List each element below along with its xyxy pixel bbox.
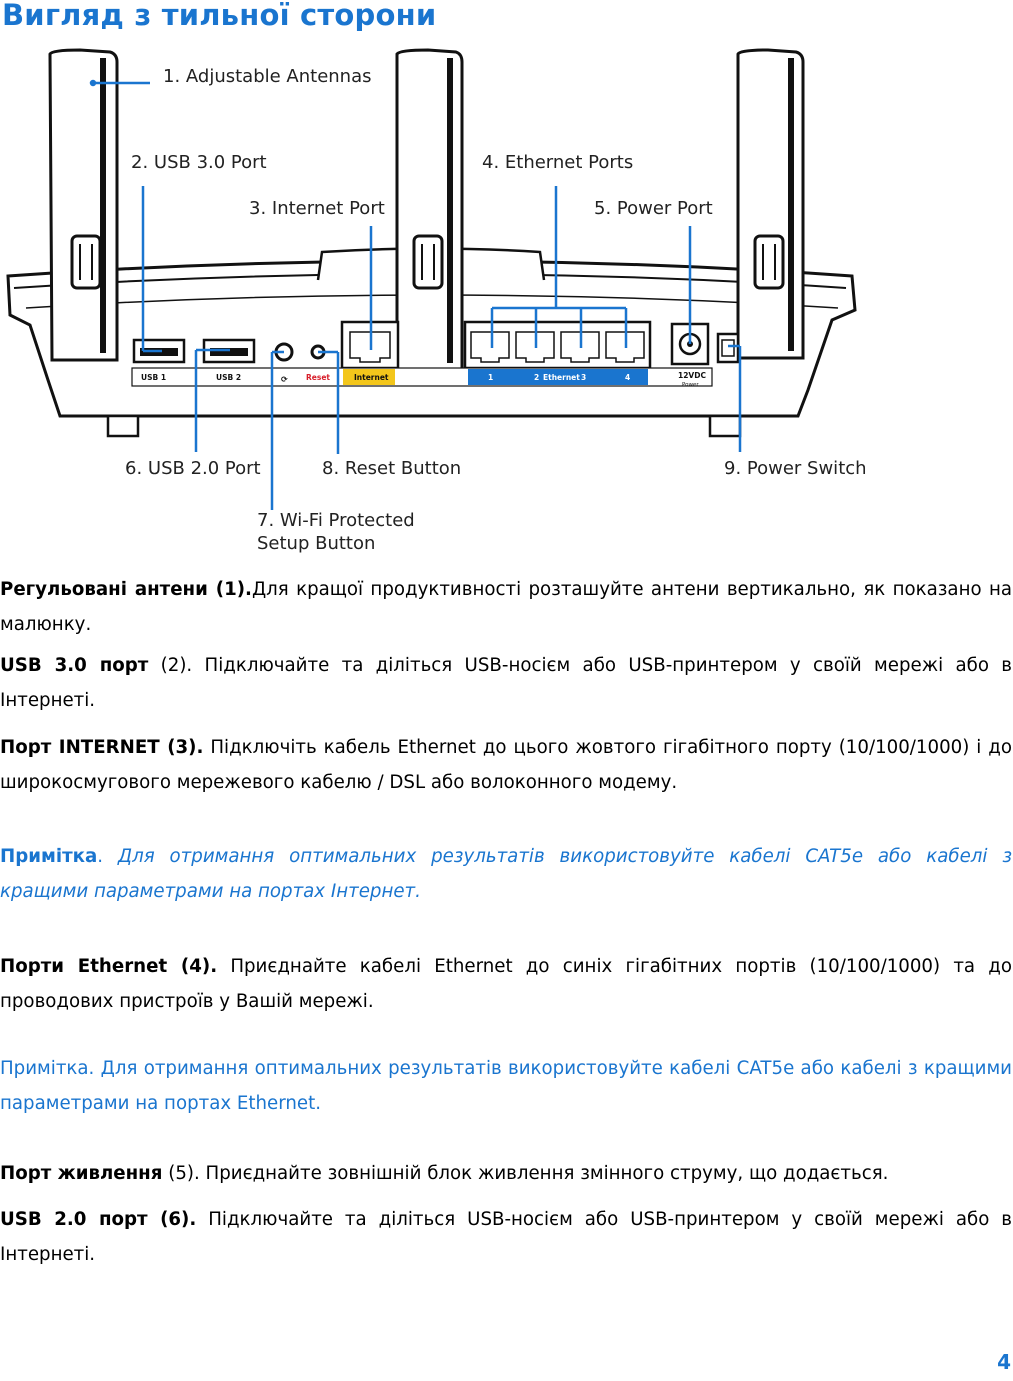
eth3-label: 3	[581, 373, 587, 382]
heading-antennas: Регульовані антени (1).	[0, 579, 252, 600]
paragraph-usb3	[0, 648, 1012, 718]
note-internet-text: Для отримання оптимальних результатів використовуйте кабелі CAT5e або кабелі з кращими параметрами на портах Інтернет.	[0, 846, 1012, 902]
callout-usb2-port: 6. USB 2.0 Port	[125, 458, 261, 479]
text-usb2: Підключайте та діліться USB-носієм або USB-принтером у своїй мережі або в Інтернеті.	[0, 1209, 1013, 1265]
usb1-label: USB 1	[141, 373, 167, 382]
reset-label: Reset	[306, 373, 330, 382]
note-label: Примітка	[0, 846, 98, 867]
text-usb3: (2). Підключайте та діліться USB-носієм або USB-принтером у своїй мережі або в Інтернеті.	[0, 655, 1013, 711]
power-switch	[718, 334, 738, 362]
heading-power: Порт живлення	[0, 1163, 163, 1184]
dc-label: 12VDC	[678, 371, 706, 380]
text-internet: Підключіть кабель Ethernet до цього жовтого гігабітного порту (10/100/1000) і до широкосмугового мережевого кабелю / DSL або волоконного модему.	[0, 737, 1012, 793]
paragraph-ethernet	[0, 949, 1012, 1019]
heading-ethernet: Порти Ethernet (4).	[0, 956, 218, 977]
text-power: (5). Приєднайте зовнішній блок живлення змінного струму, що додається.	[162, 1163, 889, 1184]
power-label: Power	[682, 382, 699, 388]
page-number: 4	[997, 1350, 1011, 1374]
note-sep: .	[97, 846, 118, 867]
antenna-left	[50, 50, 117, 360]
antenna-right	[738, 50, 803, 358]
port-label-strip	[132, 368, 712, 388]
internet-label: Internet	[354, 373, 389, 382]
note-internet	[0, 839, 1012, 909]
eth4-label: 4	[625, 373, 631, 382]
text-ethernet: Приєднайте кабелі Ethernet до синіх гігабітних портів (10/100/1000) та до проводових пристроїв у Вашій мережі.	[0, 956, 1012, 1012]
paragraph-usb2	[0, 1202, 1012, 1272]
heading-internet: Порт INTERNET (3).	[0, 737, 204, 758]
antenna-middle	[397, 50, 462, 370]
eth2-label: 2	[534, 373, 540, 382]
heading-usb3: USB 3.0 порт	[0, 655, 149, 676]
callout-wps-button-line2: Setup Button	[257, 533, 376, 554]
page-title: Вигляд з тильної сторони	[2, 0, 437, 32]
paragraph-power	[0, 1156, 1012, 1191]
paragraph-antennas	[0, 572, 1012, 642]
callout-usb3-port: 2. USB 3.0 Port	[131, 152, 267, 173]
wps-symbol: ⟳	[281, 375, 288, 384]
callout-wps-button-line1: 7. Wi-Fi Protected	[257, 510, 415, 531]
callout-adjustable-antennas: 1. Adjustable Antennas	[163, 66, 372, 87]
callout-reset-button: 8. Reset Button	[322, 458, 462, 479]
ethernet-label: Ethernet	[543, 373, 580, 382]
paragraph-internet	[0, 730, 1012, 800]
eth1-label: 1	[488, 373, 494, 382]
note-ethernet: Примітка. Для отримання оптимальних результатів використовуйте кабелі CAT5e або кабелі з кращими параметрами на портах Ethernet.	[0, 1058, 1012, 1114]
callout-internet-port: 3. Internet Port	[249, 198, 385, 219]
router-rear-view-figure	[0, 40, 1013, 560]
callout-ethernet-ports: 4. Ethernet Ports	[482, 152, 634, 173]
callout-power-switch: 9. Power Switch	[724, 458, 867, 479]
callout-power-port: 5. Power Port	[594, 198, 713, 219]
usb2-label: USB 2	[216, 373, 242, 382]
text-antennas: Для кращої продуктивності розташуйте антени вертикально, як показано на малюнку.	[0, 579, 1012, 635]
heading-usb2: USB 2.0 порт (6).	[0, 1209, 197, 1230]
